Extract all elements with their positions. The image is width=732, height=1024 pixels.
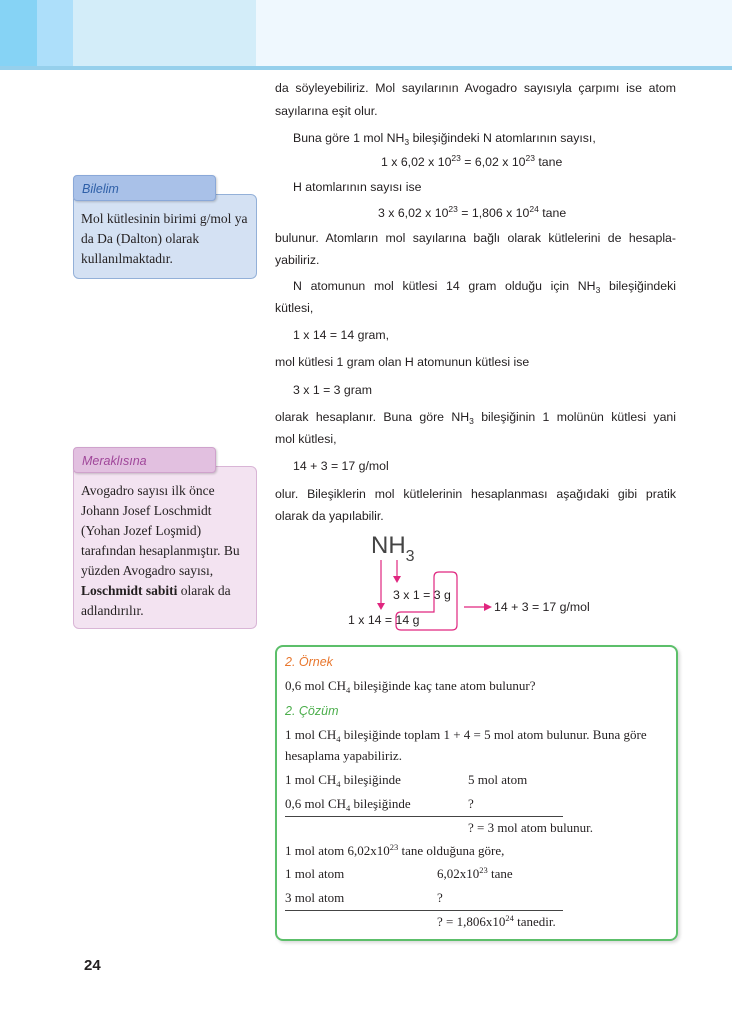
total-mass: 14 + 3 = 17 g/mol — [494, 600, 590, 614]
header-stripe — [73, 0, 256, 66]
t: 1 mol atom 6,02x10 — [285, 843, 390, 858]
equation: 14 + 3 = 17 g/mol — [293, 459, 389, 473]
divider-line — [285, 816, 563, 817]
t: 1 x 6,02 x 10 — [381, 155, 452, 169]
t: 3 — [404, 137, 410, 147]
t: 3 — [595, 285, 601, 295]
n-mass-calc — [348, 612, 419, 628]
equation: 1 x 14 = 14 gram, — [293, 328, 390, 342]
page-number: 24 — [84, 957, 101, 974]
bilelim-box — [73, 182, 257, 279]
t: 23 — [479, 865, 488, 875]
t: 1 mol CH — [285, 772, 337, 787]
t: 23 — [451, 153, 461, 163]
t: 4 — [336, 779, 341, 789]
t: bileşiğindeki — [600, 279, 676, 293]
solution-title: 2. Çözüm — [285, 704, 339, 718]
t: N atomunun mol kütlesi 14 gram olduğu için NH — [293, 279, 596, 293]
t: tane olduğuna göre, — [398, 843, 505, 858]
t: olarak hesaplanır. Buna göre NH — [275, 410, 470, 424]
page-header-band — [0, 0, 732, 66]
header-rule — [0, 66, 732, 70]
ratio-row: 1 mol atom — [285, 866, 345, 881]
t: 1 x 14 = — [348, 613, 393, 627]
t: 4 — [346, 685, 351, 695]
t: = 6,02 x 10 — [460, 155, 526, 169]
t: 4 — [346, 803, 351, 813]
t: 3 x 1 = — [393, 588, 431, 602]
ratio-row: 3 mol atom — [285, 890, 345, 905]
paragraph-line — [293, 278, 676, 294]
paragraph-line — [275, 409, 676, 425]
paragraph-line: da söyleyebiliriz. Mol sayılarının Avogadro sayısıyla çarpımı ise atom — [275, 81, 676, 95]
t: 4 — [336, 734, 341, 744]
t: tane — [534, 155, 563, 169]
ratio-value: ? — [437, 890, 443, 905]
t: NH — [371, 532, 406, 559]
paragraph-line: H atomlarının sayısı ise — [293, 180, 422, 194]
ratio-value — [437, 866, 513, 882]
solution-line: hesaplama yapabiliriz. — [285, 748, 402, 763]
text: Avogadro sayısı ilk önce Johann Josef Loschmidt (Yohan Jozef Loşmid) tarafından hesaplanmıştır. Bu yüzden Avogadro sayısı, — [81, 483, 240, 578]
t: 23 — [525, 153, 535, 163]
ratio-result — [437, 914, 556, 930]
t: bileşiğindeki N atomlarının sayısı, — [409, 131, 596, 145]
t: bileşiğinde toplam 1 + 4 = 5 mol atom bulunur. Buna göre — [340, 727, 647, 742]
text: olarak da adlandırılır. — [81, 583, 231, 618]
t: = 1,806 x 10 — [457, 206, 530, 220]
t: 24 — [529, 204, 539, 214]
t: ? = 1,806x10 — [437, 914, 506, 929]
paragraph-line: mol kütlesi 1 gram olan H atomunun kütlesi ise — [275, 355, 530, 369]
t: 3 — [405, 548, 415, 565]
t: bileşiğinde — [340, 772, 401, 787]
t: bileşiğinde — [350, 796, 411, 811]
t: 3 x 6,02 x 10 — [378, 206, 449, 220]
t: bileşiğinin 1 molünün kütlesi yani — [473, 410, 676, 424]
bilelim-text: Mol kütlesinin birimi g/mol ya da Da (Dalton) olarak kullanılmaktadır. — [81, 211, 248, 266]
t: tane — [538, 206, 567, 220]
t: 23 — [448, 204, 458, 214]
bold-term: Loschmidt sabiti — [81, 583, 178, 598]
ratio-value: ? — [468, 796, 474, 811]
example-question — [285, 678, 536, 694]
equation: 3 x 1 = 3 gram — [293, 383, 372, 397]
paragraph-line: kütlesi, — [275, 301, 314, 315]
ratio-row — [285, 796, 460, 812]
paragraph-line: yabiliriz. — [275, 253, 320, 267]
ratio-result: ? = 3 mol atom bulunur. — [468, 820, 594, 835]
header-stripe — [37, 0, 73, 66]
solution-line — [285, 843, 504, 859]
meraklisina-title: Meraklısına — [73, 447, 216, 473]
t: 6,02x10 — [437, 866, 480, 881]
paragraph-line: sayılarına eşit olur. — [275, 104, 378, 118]
divider-line — [285, 910, 563, 911]
paragraph-line: mol kütlesi, — [275, 432, 337, 446]
meraklisina-text — [81, 481, 252, 621]
equation — [381, 154, 562, 170]
header-stripe — [0, 0, 37, 66]
t: 23 — [389, 842, 399, 852]
t: 0,6 mol CH — [285, 678, 347, 693]
equation — [378, 205, 566, 221]
paragraph-line: bulunur. Atomların mol sayılarına bağlı olarak kütlelerini de hesapla- — [275, 231, 676, 245]
t: tanedir. — [513, 914, 556, 929]
paragraph-line — [293, 130, 596, 146]
h-mass-calc — [393, 587, 451, 603]
ratio-row — [285, 772, 460, 788]
example-title: 2. Örnek — [285, 655, 333, 669]
t: 24 — [505, 913, 514, 923]
solution-line — [285, 727, 670, 743]
t: tane — [487, 866, 513, 881]
bilelim-title: Bilelim — [73, 175, 216, 201]
paragraph-line: olur. Bileşiklerin mol kütlelerinin hesaplanması aşağıdaki gibi pratik — [275, 487, 676, 501]
t: 3 — [469, 416, 474, 426]
meraklisina-box — [73, 454, 257, 629]
t: 0,6 mol CH — [285, 796, 347, 811]
t: 1 mol CH — [285, 727, 337, 742]
t: Buna göre 1 mol NH — [293, 131, 405, 145]
t: 14 g — [395, 613, 420, 627]
paragraph-line: olarak da yapılabilir. — [275, 509, 384, 523]
ratio-value: 5 mol atom — [468, 772, 528, 787]
t: bileşiğinde kaç tane atom bulunur? — [350, 678, 536, 693]
t: 3 g — [433, 588, 451, 602]
